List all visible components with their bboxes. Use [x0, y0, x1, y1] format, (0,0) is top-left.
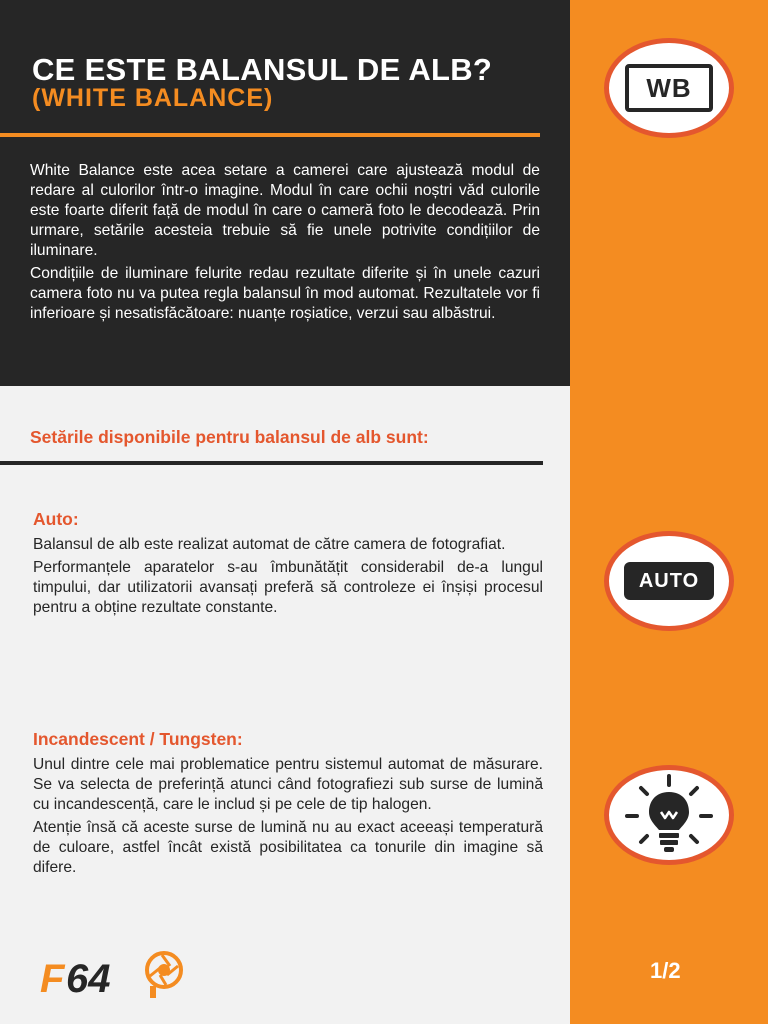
auto-paragraph-1: Balansul de alb este realizat automat de către camera de fotografiat.	[33, 536, 506, 553]
auto-icon: AUTO	[624, 562, 714, 600]
svg-text:F: F	[40, 957, 65, 1000]
f64-logo	[38, 948, 188, 1000]
page-subtitle: (WHITE BALANCE)	[32, 84, 274, 112]
intro-paragraph-2: Condițiile de iluminare felurite redau rezultate diferite și în unele cazuri camera foto nu va putea regla balansul în mod automat. Rezultatele vor fi inferioare și nesatisfăcătoare: nuanțe roșiatice, verzui sau albăstrui.	[30, 265, 540, 322]
tungsten-text	[33, 755, 543, 878]
main-panel	[2, 386, 570, 1022]
auto-badge	[604, 531, 734, 631]
intro-paragraph-1: White Balance este acea setare a camerei care ajustează modul de redare al culorilor într-o imagine. Modul în care ochii noștri văd culorile este foarte diferit față de modul în care o cameră foto le decodează. Prin urmare, setările acesteia trebuie să fie unele potrivite condițiilor de iluminare.	[30, 162, 540, 259]
title-divider	[0, 133, 540, 137]
wb-icon: WB	[625, 64, 713, 112]
page-number: 1/2	[650, 958, 681, 983]
tungsten-badge	[604, 765, 734, 865]
auto-paragraph-2: Performanțele aparatelor s-au îmbunătățit considerabil de-a lungul timpului, dar utilizatorii avansați preferă să controleze ei înșiși procesul pentru a obține rezultate constante.	[33, 559, 543, 616]
auto-heading: Auto:	[33, 509, 79, 529]
settings-heading: Setările disponibile pentru balansul de alb sunt:	[30, 427, 429, 447]
tungsten-paragraph-2: Atenție însă că aceste surse de lumină nu au exact aceeași temperatură de culoare, astfel încât există posibilitatea ca tonurile din imagine să difere.	[33, 819, 543, 876]
svg-text:64: 64	[66, 957, 111, 1000]
tungsten-paragraph-1: Unul dintre cele mai problematice pentru sistemul automat de măsurare. Se va selecta de preferință atunci când fotografiezi sub surse de lumină cu incandescență, care le includ și pe cele de tip halogen.	[33, 756, 543, 813]
wb-badge	[604, 38, 734, 138]
settings-divider	[0, 461, 543, 465]
lightbulb-icon	[621, 772, 717, 858]
side-bar	[570, 0, 768, 1024]
intro-text	[30, 161, 540, 324]
page-title: CE ESTE BALANSUL DE ALB?	[32, 52, 493, 87]
aperture-icon	[147, 953, 181, 987]
auto-text	[33, 535, 543, 618]
tungsten-heading: Incandescent / Tungsten:	[33, 729, 243, 749]
